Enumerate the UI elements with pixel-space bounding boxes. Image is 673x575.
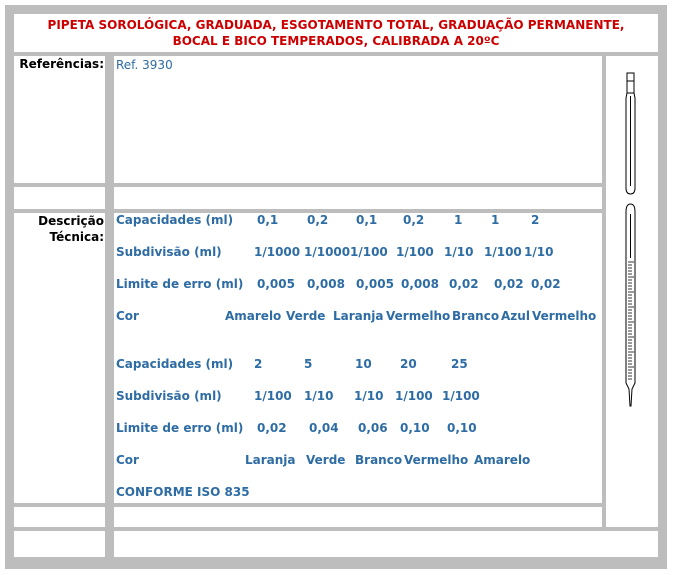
- table2-cell: 5: [304, 357, 313, 371]
- image-cell: [606, 56, 658, 527]
- description-label-line-1: Descrição: [38, 214, 104, 228]
- table1-cell: 1: [491, 213, 500, 227]
- content-cell-empty-1: [114, 187, 602, 209]
- table2-header: Subdivisão (ml): [116, 389, 222, 403]
- table1-cell: 1/100: [484, 245, 522, 259]
- table1-cell: Vermelho: [386, 309, 451, 323]
- table1-cell: 0,008: [401, 277, 439, 291]
- table2-cell: Verde: [306, 453, 346, 467]
- table1-cell: Azul: [501, 309, 530, 323]
- table2-cell: 25: [451, 357, 468, 371]
- table1-header: Subdivisão (ml): [116, 245, 222, 259]
- table1-cell: 0,008: [307, 277, 345, 291]
- table2-cell: 1/100: [442, 389, 480, 403]
- label-cell-empty-3: [14, 531, 105, 557]
- pipette-illustration: [606, 56, 658, 527]
- table1-cell: Verde: [286, 309, 326, 323]
- table1-header: Limite de erro (ml): [116, 277, 244, 291]
- pipette-graduation-ticks: [628, 262, 634, 379]
- label-cell-empty-1: [14, 187, 105, 209]
- table1-cell: 0,2: [307, 213, 329, 227]
- table1-cell: 1/10: [524, 245, 554, 259]
- table2-cell: 1/100: [254, 389, 292, 403]
- content-cell-reference: [114, 56, 602, 183]
- label-cell-description: [14, 213, 105, 503]
- table2-cell: 0,10: [400, 421, 430, 435]
- references-label: Referências:: [19, 57, 104, 71]
- table1-cell: 1/100: [350, 245, 388, 259]
- table1-cell: 0,1: [257, 213, 279, 227]
- table2-header: Limite de erro (ml): [116, 421, 244, 435]
- page-title: [14, 14, 658, 52]
- table1-cell: 0,02: [449, 277, 479, 291]
- table1-cell: Vermelho: [532, 309, 597, 323]
- table2-cell: 0,06: [358, 421, 388, 435]
- reference-value: Ref. 3930: [116, 58, 173, 72]
- table1-cell: 0,005: [356, 277, 394, 291]
- table1-cell: 2: [531, 213, 540, 227]
- table2-cell: 0,02: [257, 421, 287, 435]
- table1-cell: 0,005: [257, 277, 295, 291]
- table2-cell: Laranja: [245, 453, 296, 467]
- table1-cell: Amarelo: [225, 309, 282, 323]
- table2-cell: 1/10: [304, 389, 334, 403]
- table2-cell: Amarelo: [474, 453, 531, 467]
- table1-cell: 0,02: [531, 277, 561, 291]
- table2-cell: 10: [355, 357, 372, 371]
- table1-cell: 1/100: [396, 245, 434, 259]
- table1-cell: 0,2: [403, 213, 425, 227]
- norm-text: CONFORME ISO 835: [116, 485, 250, 499]
- table2-cell: Vermelho: [404, 453, 469, 467]
- label-cell-empty-2: [14, 507, 105, 527]
- table2-cell: 0,10: [447, 421, 477, 435]
- table2-cell: 0,04: [309, 421, 339, 435]
- table2-cell: 2: [254, 357, 263, 371]
- table2-header: Cor: [116, 453, 139, 467]
- table1-cell: 0,02: [494, 277, 524, 291]
- title-line-2: BOCAL E BICO TEMPERADOS, CALIBRADA A 20ºC: [172, 34, 500, 48]
- content-cell-empty-3: [114, 531, 658, 557]
- content-cell-technical: [114, 213, 602, 503]
- table2-cell: Branco: [355, 453, 403, 467]
- pipette-top-icon: [626, 73, 635, 194]
- table1-cell: 1/10: [444, 245, 474, 259]
- table2-cell: 20: [400, 357, 417, 371]
- table1-header: Cor: [116, 309, 139, 323]
- table2-cell: 1/100: [395, 389, 433, 403]
- table2-cell: 1/10: [354, 389, 384, 403]
- table1-header: Capacidades (ml): [116, 213, 234, 227]
- table1-cell: 1: [454, 213, 463, 227]
- description-label-line-2: Técnica:: [49, 230, 104, 244]
- table1-cell: Branco: [452, 309, 500, 323]
- table1-cell: 1/1000: [254, 245, 301, 259]
- table2-header: Capacidades (ml): [116, 357, 234, 371]
- label-cell-references: [14, 56, 105, 183]
- content-cell-empty-2: [114, 507, 602, 527]
- table1-cell: 0,1: [356, 213, 378, 227]
- title-line-1: PIPETA SOROLÓGICA, GRADUADA, ESGOTAMENTO TOTAL, GRADUAÇÃO PERMANENTE,: [47, 18, 625, 32]
- table1-cell: Laranja: [333, 309, 384, 323]
- table1-cell: 1/1000: [304, 245, 351, 259]
